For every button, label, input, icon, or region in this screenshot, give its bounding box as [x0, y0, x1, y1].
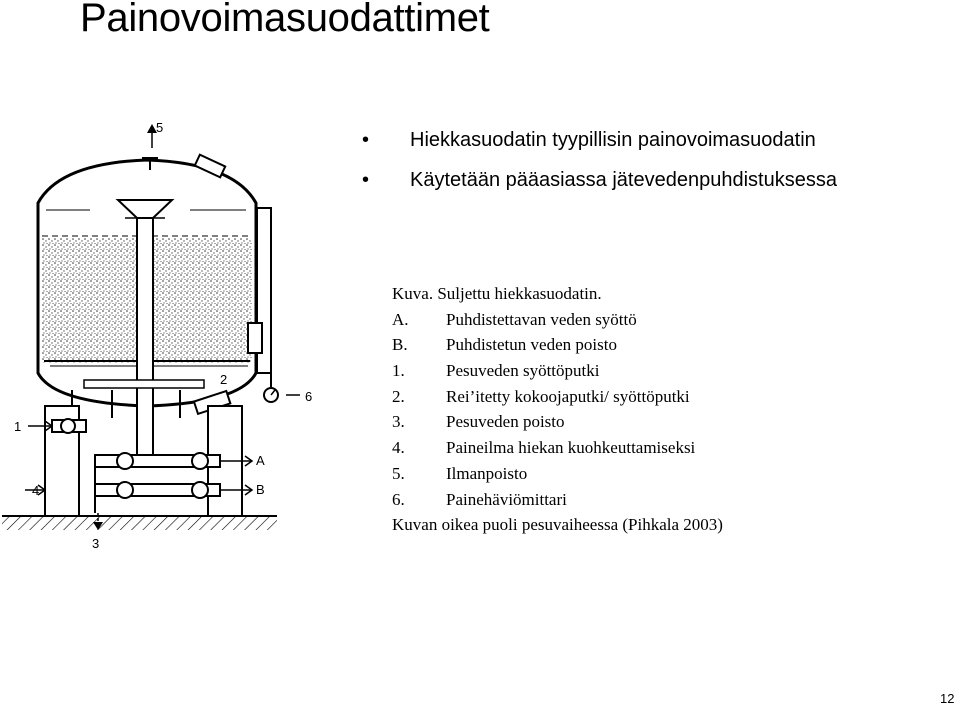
label-A: A	[256, 453, 265, 468]
label-5: 5	[156, 120, 164, 135]
caption-heading: Kuva. Suljettu hiekkasuodatin.	[392, 284, 602, 303]
caption-item-number: 1.	[392, 361, 405, 381]
ground	[2, 516, 277, 530]
bullet-text: Käytetään pääasiassa jätevedenpuhdistuksessa	[410, 169, 837, 191]
caption-item-number: 2.	[392, 386, 405, 406]
caption-item-text: Pesuveden syöttöputki	[446, 361, 600, 381]
caption-item-text: Painehäviömittari	[446, 489, 567, 509]
caption-item-text: Pesuveden poisto	[446, 412, 565, 432]
label-2: 2	[220, 372, 228, 387]
bullet-dot-icon: •	[362, 169, 370, 191]
caption-item-text: Rei’itetty kokoojaputki/ syöttöputki	[446, 386, 690, 406]
caption-item-number: A.	[392, 309, 409, 329]
caption-item-number: 4.	[392, 438, 405, 458]
bullet-text: Hiekkasuodatin tyypillisin painovoimasuodatin	[410, 129, 816, 151]
caption-item-text: Puhdistetun veden poisto	[446, 335, 617, 355]
caption-item-number: B.	[392, 335, 408, 355]
bullet-dot-icon: •	[362, 129, 370, 151]
label-3: 3	[92, 536, 100, 551]
label-6: 6	[305, 389, 313, 404]
caption-footer: Kuvan oikea puoli pesuvaiheessa (Pihkala 2003)	[392, 515, 723, 535]
caption-item-text: Puhdistettavan veden syöttö	[446, 309, 637, 329]
label-B: B	[256, 482, 265, 497]
sand-filter-diagram	[0, 118, 330, 558]
slide-title: Painovoimasuodattimet	[80, 0, 490, 40]
caption-item-text: Paineilma hiekan kuohkeuttamiseksi	[446, 438, 696, 458]
caption-item-number: 6.	[392, 489, 405, 509]
label-1: 1	[14, 419, 22, 434]
page-number: 12	[940, 691, 955, 706]
caption-item-number: 3.	[392, 412, 405, 432]
label-4: 4	[32, 483, 40, 498]
caption-item-text: Ilmanpoisto	[446, 463, 528, 483]
caption-item-number: 5.	[392, 463, 405, 483]
